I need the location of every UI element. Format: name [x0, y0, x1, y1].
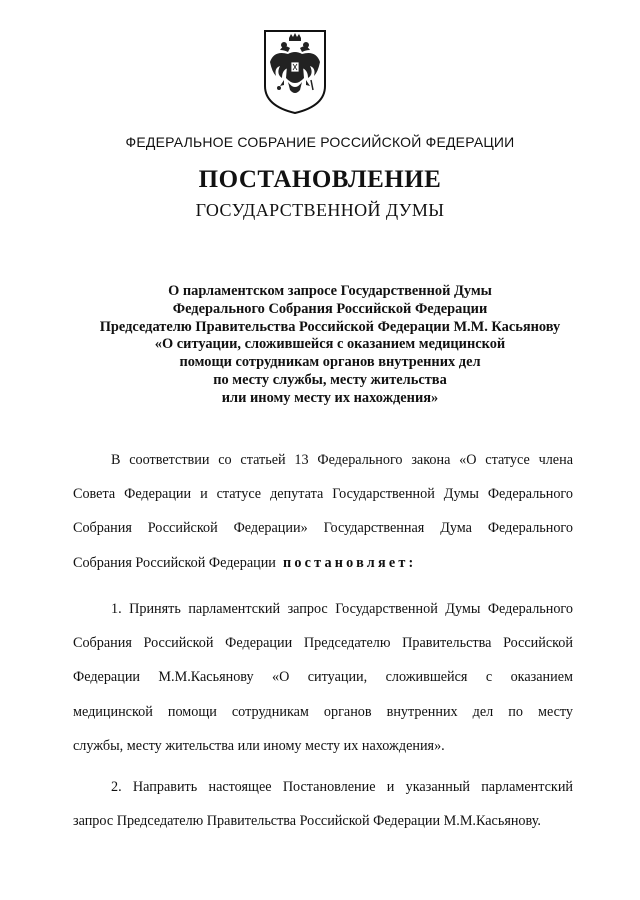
document-subject: [40, 283, 620, 408]
preamble-line: Собрания Российской Федерации» Государственная Дума Федерального: [73, 520, 573, 537]
subject-line: помощи сотрудникам органов внутренних дел: [179, 354, 481, 371]
subject-line: Федерального Собрания Российской Федерации: [172, 300, 488, 317]
item-2-line: запрос Председателю Правительства Российской Федерации М.М.Касьянову.: [73, 813, 541, 830]
decree-word: постановляет:: [283, 554, 417, 571]
subject-line: по месту службы, месту жительства: [213, 371, 447, 388]
double-headed-eagle-icon: [262, 28, 328, 116]
preamble-line: [73, 546, 573, 580]
item-1-line: Собрания Российской Федерации Председателю Правительства Российской: [73, 635, 573, 652]
subject-line: О парламентском запросе Государственной Думы: [168, 283, 492, 299]
document-type: ПОСТАНОВЛЕНИЕ: [198, 166, 442, 193]
item-2-paragraph: [73, 770, 573, 838]
item-1-paragraph: [73, 592, 573, 763]
preamble-last-text: Собрания Российской Федерации: [73, 554, 276, 571]
subject-line: Председателю Правительства Российской Федерации М.М. Касьянову: [99, 318, 561, 335]
preamble-line: Совета Федерации и статусе депутата Государственной Думы Федерального: [73, 486, 573, 503]
item-1-line: 1. Принять парламентский запрос Государственной Думы Федерального: [111, 601, 573, 617]
document-issuer: ГОСУДАРСТВЕННОЙ ДУМЫ: [195, 200, 445, 220]
preamble-line: В соответствии со статьей 13 Федерального закона «О статусе члена: [111, 452, 573, 468]
assembly-title: ФЕДЕРАЛЬНОЕ СОБРАНИЕ РОССИЙСКОЙ ФЕДЕРАЦИИ: [125, 134, 515, 150]
subject-line: «О ситуации, сложившейся с оказанием медицинской: [154, 336, 506, 353]
item-1-line: службы, месту жительства или иному месту их нахождения».: [73, 737, 445, 754]
preamble-paragraph: [73, 443, 573, 580]
subject-line: или иному месту их нахождения»: [221, 389, 439, 406]
item-2-line: 2. Направить настоящее Постановление и указанный парламентский: [111, 779, 573, 795]
item-1-line: медицинской помощи сотрудникам органов внутренних дел по месту: [73, 703, 573, 720]
item-1-line: Федерации М.М.Касьянову «О ситуации, сложившейся с оказанием: [73, 669, 573, 686]
